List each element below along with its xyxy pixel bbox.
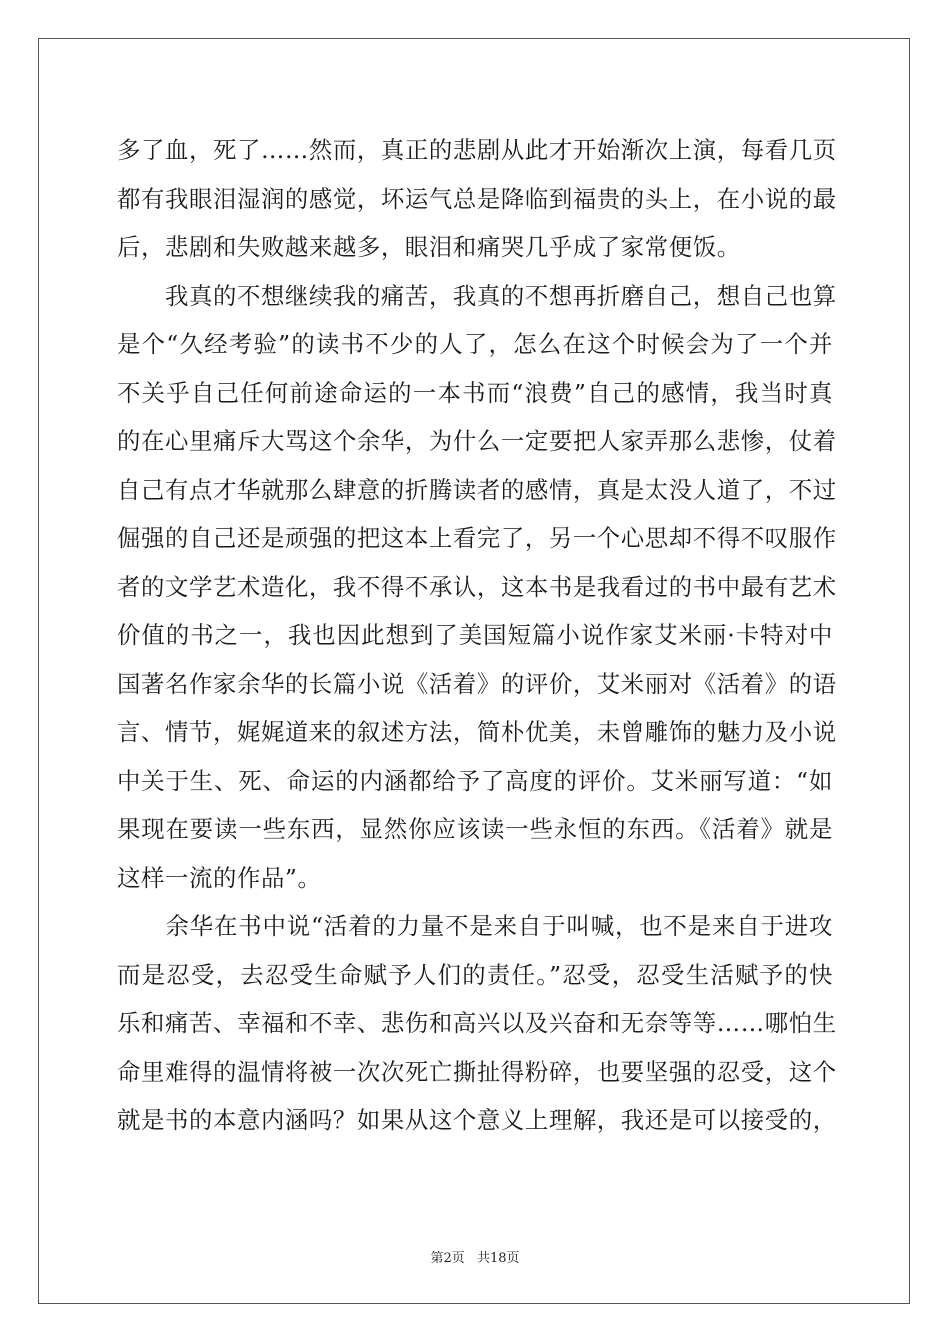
- text-line: 果现在要读一些东西，显然你应该读一些永恒的东西。《活着》就是: [117, 815, 833, 843]
- text-line: 乐和痛苦、幸福和不幸、悲伤和高兴以及兴奋和无奈等等……哪怕生: [117, 1009, 837, 1037]
- text-line: 这样一流的作品”。: [117, 863, 322, 892]
- text-line: 言、情节，娓娓道来的叙述方法，简朴优美，未曾雕饰的魅力及小说: [117, 718, 837, 746]
- text-line: 是个“久经考验”的读书不少的人了，怎么在这个时候会为了一个并: [117, 330, 833, 358]
- page-number: 第2页: [430, 1251, 465, 1266]
- page-footer: [0, 1247, 950, 1266]
- body-text: [117, 126, 837, 1145]
- page-total: 共18页: [476, 1251, 520, 1266]
- text-line: 我真的不想继续我的痛苦，我真的不想再折磨自己，想自己也算: [117, 281, 837, 310]
- text-line: 自己有点才华就那么肆意的折腾读者的感情，真是太没人道了，不过: [117, 475, 837, 504]
- text-line: 多了血，死了……然而，真正的悲剧从此才开始渐次上演，每看几页: [117, 136, 837, 164]
- text-line: 价值的书之一，我也因此想到了美国短篇小说作家艾米丽·卡特对中: [117, 621, 833, 649]
- text-line: 都有我眼泪湿润的感觉，坏运气总是降临到福贵的头上，在小说的最: [117, 184, 837, 213]
- text-line: 的在心里痛斥大骂这个余华，为什么一定要把人家弄那么悲惨，仗着: [117, 427, 837, 455]
- text-line: 者的文学艺术造化，我不得不承认，这本书是我看过的书中最有艺术: [117, 572, 837, 601]
- text-line: 命里难得的温情将被一次次死亡撕扯得粉碎，也要坚强的忍受，这个: [117, 1057, 837, 1086]
- text-line: 不关乎自己任何前途命运的一本书而“浪费”自己的感情，我当时真: [117, 378, 833, 407]
- text-line: 后，悲剧和失败越来越多，眼泪和痛哭几乎成了家常便饭。: [117, 233, 741, 261]
- text-line: 国著名作家余华的长篇小说《活着》的评价，艾米丽对《活着》的语: [117, 669, 837, 698]
- text-line: 倔强的自己还是顽强的把这本上看完了，另一个心思却不得不叹服作: [117, 524, 837, 552]
- text-line: 就是书的本意内涵吗？如果从这个意义上理解，我还是可以接受的，: [117, 1106, 837, 1134]
- text-line: 而是忍受，去忍受生命赋予人们的责任。”忍受，忍受生活赋予的快: [117, 960, 833, 989]
- text-line: 余华在书中说“活着的力量不是来自于叫喊，也不是来自于进攻: [117, 912, 833, 940]
- text-line: 中关于生、死、命运的内涵都给予了高度的评价。艾米丽写道：“如: [117, 766, 833, 795]
